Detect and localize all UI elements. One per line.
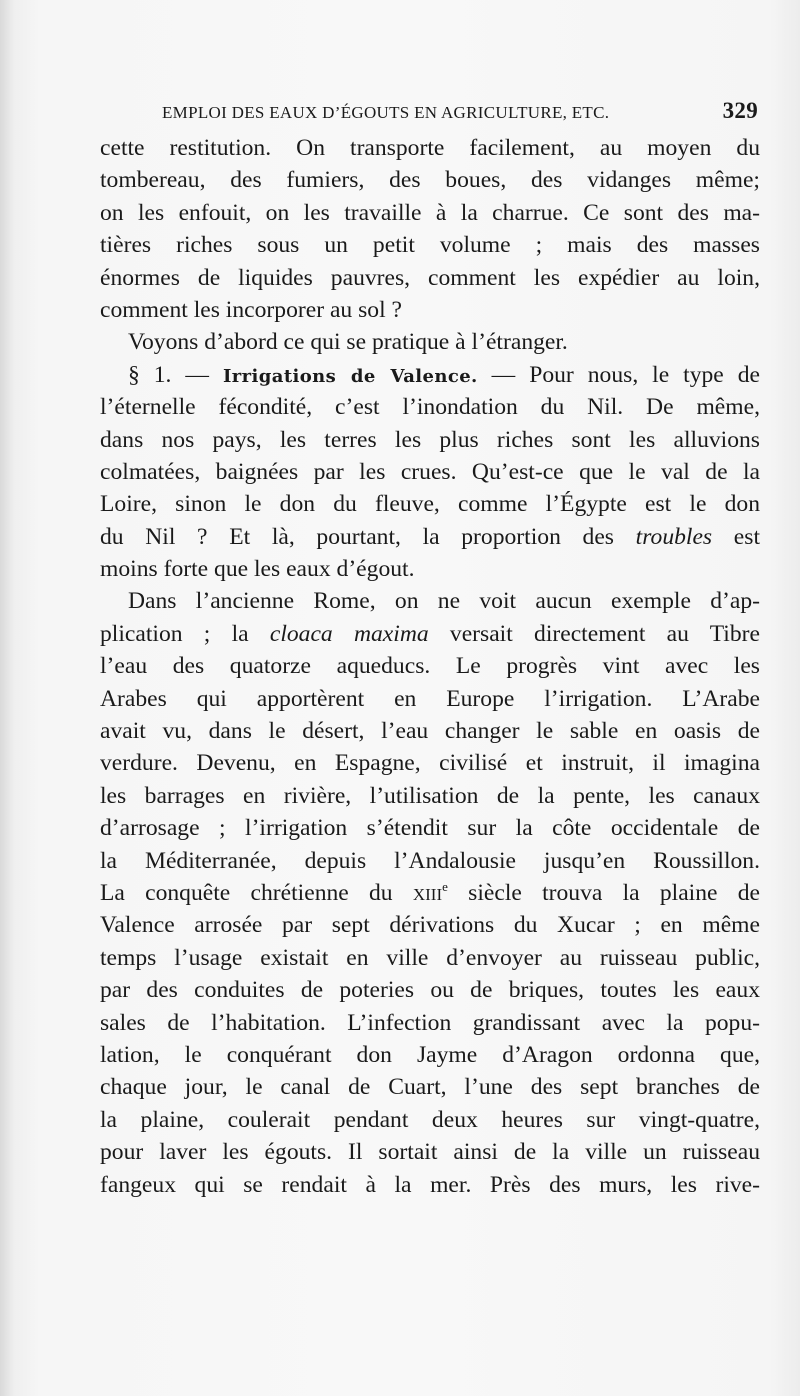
text-line: lation, le conquérant don Jayme d’Aragon ordonna que,	[100, 1041, 760, 1068]
italic-phrase: cloaca maxima	[269, 620, 429, 647]
text-line: pour laver les égouts. Il sortait ainsi de la ville un ruisseau	[100, 1139, 760, 1166]
text-line: Loire, sinon le don du fleuve, comme l’Égypte est le don	[100, 491, 760, 518]
text-line: la plaine, coulerait pendant deux heures sur vingt-quatre,	[100, 1106, 760, 1133]
text-line: d’arrosage ; l’irrigation s’étendit sur la côte occidentale de	[100, 815, 760, 842]
text-line: fangeux qui se rendait à la mer. Près des murs, les rive-	[100, 1171, 760, 1198]
text-line: chaque jour, le canal de Cuart, l’une des sept branches de	[100, 1074, 760, 1101]
text-line: les barrages en rivière, l’utilisation de la pente, les canaux	[100, 782, 760, 809]
text-line: on les enfouit, on les travaille à la charrue. Ce sont des ma-	[100, 199, 760, 226]
section-number: § 1.	[128, 361, 172, 388]
section-title: Irrigations de Valence.	[222, 365, 478, 387]
text-line: Valence arrosée par sept dérivations du Xucar ; en même	[100, 912, 760, 939]
body-text	[100, 132, 760, 1201]
century-superscript: e	[442, 879, 448, 895]
text-line	[100, 618, 760, 650]
text-line: comment les incorporer au sol ?	[100, 296, 403, 323]
section-dash: —	[185, 361, 209, 388]
text-line: énormes de liquides pauvres, comment les expédier au loin,	[100, 264, 760, 291]
text-line: sales de l’habitation. L’infection grandissant avec la popu-	[100, 1009, 760, 1036]
running-title: EMPLOI DES EAUX D’ÉGOUTS EN AGRICULTURE, ETC.	[162, 103, 610, 122]
century-numeral: xiii	[412, 879, 443, 906]
text-line	[100, 877, 760, 909]
book-page	[100, 98, 760, 1201]
text-line: Dans l’ancienne Rome, on ne voit aucun exemple d’ap-	[128, 588, 760, 615]
text-line: temps l’usage existait en ville d’envoyer au ruisseau public,	[100, 944, 760, 971]
text-line: la Méditerranée, depuis l’Andalousie jusqu’en Roussillon.	[100, 847, 760, 874]
text-line: dans nos pays, les terres les plus riches sont les alluvions	[100, 426, 760, 453]
text-line: l’éternelle fécondité, c’est l’inondation du Nil. De même,	[100, 394, 760, 421]
text-line: verdure. Devenu, en Espagne, civilisé et instruit, il imagina	[100, 750, 760, 777]
text-line: avait vu, dans le désert, l’eau changer le sable en oasis de	[100, 718, 760, 745]
text-line	[100, 521, 760, 553]
text-fragment: versait directement au Tibre	[449, 620, 760, 647]
text-line: tombereau, des fumiers, des boues, des vidanges même;	[100, 167, 760, 194]
text-fragment: siècle trouva la plaine de	[468, 879, 760, 906]
text-fragment: du Nil ? Et là, pourtant, la proportion des	[100, 523, 614, 550]
text-fragment: plication ; la	[100, 620, 249, 647]
text-line: par des conduites de poteries ou de briques, toutes les eaux	[100, 977, 760, 1004]
section-heading-line	[100, 359, 760, 391]
text-line: Arabes qui apportèrent en Europe l’irrigation. L’Arabe	[100, 685, 760, 712]
section-lead-text: — Pour nous, le type de	[491, 361, 760, 388]
italic-word: troubles	[635, 523, 713, 550]
text-line: tières riches sous un petit volume ; mais des masses	[100, 232, 760, 259]
text-line: moins forte que les eaux d’égout.	[100, 556, 415, 583]
page-header	[100, 98, 760, 132]
text-line: Voyons d’abord ce qui se pratique à l’étranger.	[128, 329, 568, 356]
text-line: colmatées, baignées par les crues. Qu’est-ce que le val de la	[100, 458, 760, 485]
text-fragment: La conquête chrétienne du	[100, 879, 393, 906]
text-line: l’eau des quatorze aqueducs. Le progrès vint avec les	[100, 653, 760, 680]
text-line: cette restitution. On transporte facilement, au moyen du	[100, 135, 760, 161]
page-number: 329	[722, 98, 758, 123]
text-fragment: est	[733, 523, 760, 550]
